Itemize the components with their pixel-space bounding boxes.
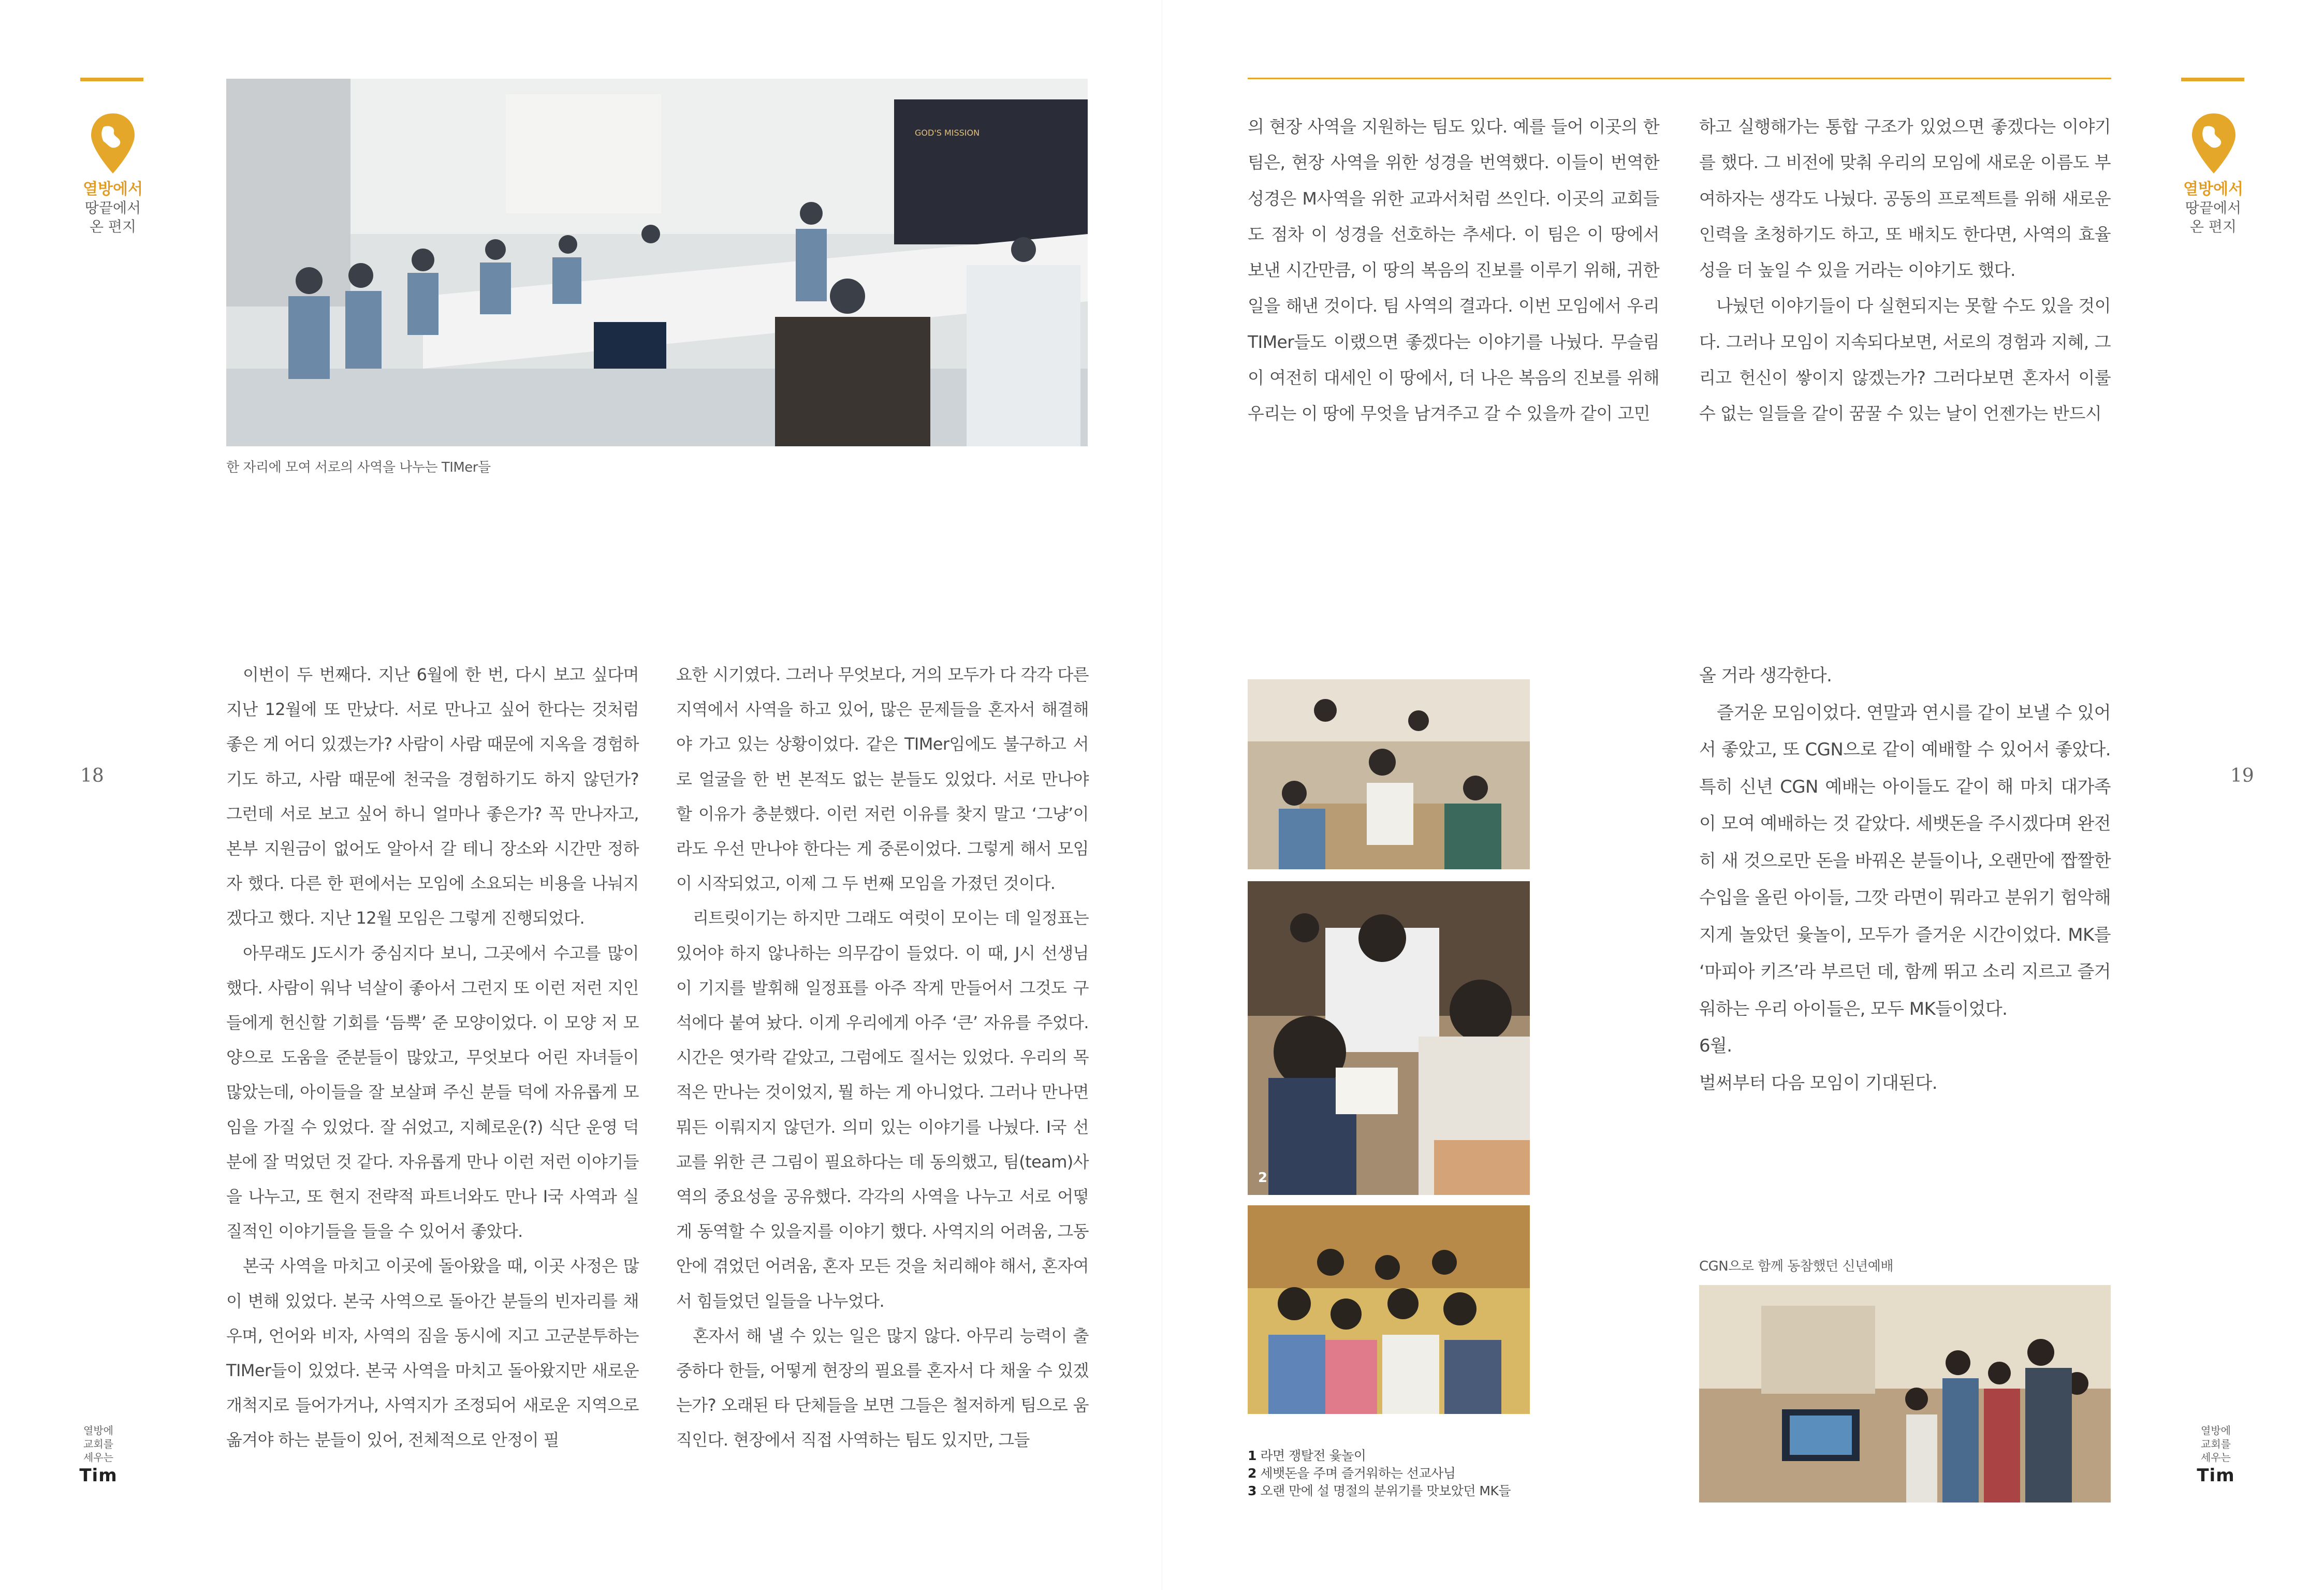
section-rule xyxy=(2181,78,2244,81)
tim-logo: Tim xyxy=(79,1465,118,1486)
paragraph: 의 현장 사역을 지원하는 팀도 있다. 예를 들어 이곳의 한 팀은, 현장 사역을 위한 성경을 번역했다. 이들이 번역한 성경은 M사역을 위한 교과서처럼 쓰인다. 이곳의 교회들도 점차 이 성경을 선호하는 추세다. 이 팀은 이 땅에서 보낸 시간만큼, 이 땅의 복음의 진보를 이루기 위해, 귀한 일을 해낸 것이다. 팀 사역의 결과다. 이번 모임에서 우리 TIMer들도 이랬으면 좋겠다는 이야기를 나눴다. 무슬림이 여전히 대세인 이 땅에서, 더 나은 복음의 진보를 위해 우리는 이 땅에 무엇을 남겨주고 갈 수 있을까 같이 고민 xyxy=(1248,116,1659,424)
page-number: 18 xyxy=(80,765,104,786)
footer-brand xyxy=(2185,1424,2247,1485)
location-pin-icon xyxy=(2189,111,2239,176)
section-label xyxy=(2172,180,2255,236)
section-subtitle-1: 땅끝에서 xyxy=(2185,199,2242,216)
photo-captions xyxy=(1248,1447,1511,1500)
paragraph: 이번이 두 번째다. 지난 6월에 한 번, 다시 보고 싶다며 지난 12월에 또 만났다. 서로 만나고 싶어 한다는 것처럼 좋은 게 어디 있겠는가? 사람이 사람 때문에 지옥을 경험하기도 하고, 사람 때문에 천국을 경험하기도 하지 않던가? 그런데 서로 보고 싶어 하니 얼마나 좋은가? 꼭 만나자고, 본부 지원금이 없어도 알아서 갈 테니 장소와 시간만 정하자 했다. 다른 한 편에서는 모임에 소요되는 비용을 나눠지겠다고 했다. 지난 12월 모임은 그렇게 진행되었다. xyxy=(226,665,639,928)
paragraph: 벌써부터 다음 모임이 기대된다. xyxy=(1699,1072,1938,1093)
paragraph: 혼자서 해 낼 수 있는 일은 많지 않다. 아무리 능력이 출중하다 한들, 어떻게 현장의 필요를 혼자서 다 채울 수 있겠는가? 오래된 타 단체들을 보면 그들은 철저하게 팀으로 움직인다. 현장에서 직접 사역하는 팀도 있지만, 그들 xyxy=(676,1325,1089,1450)
top-photo-caption: 한 자리에 모여 서로의 사역을 나누는 TIMer들 xyxy=(226,460,491,475)
section-title: 열방에서 xyxy=(83,180,143,198)
header-rule xyxy=(1248,78,2111,79)
paragraph: 리트릿이기는 하지만 그래도 여럿이 모이는 데 일정표는 있어야 하지 않나하는 의무감이 들었다. 이 때, J시 선생님이 기지를 발휘해 일정표를 아주 작게 만들어서 그것도 구석에다 붙여 놨다. 이게 우리에게 아주 ‘큰’ 자유를 주었다. 시간은 엿가락 같았고, 그럼에도 질서는 있었다. 우리의 목적은 만나는 것이었지, 뭘 하는 게 아니었다. 그러나 만나면 뭐든 이뤄지지 않던가. 의미 있는 이야기를 나눴다. I국 선교를 위한 큰 그림이 필요하다는 데 동의했고, 팀(team)사역의 중요성을 공유했다. 각각의 사역을 나누고 서로 어떻게 동역할 수 있을지를 이야기 했다. 사역지의 어려움, 그동안에 겪었던 어려움, 혼자 모든 것을 처리해야 해서, 혼자여서 힘들었던 일들을 나누었다. xyxy=(676,908,1089,1311)
section-label xyxy=(71,180,154,236)
footer-line-3: 세우는 xyxy=(2201,1451,2231,1464)
section-rule xyxy=(80,78,143,81)
footer-line-2: 교회를 xyxy=(2201,1438,2231,1450)
paragraph: 본국 사역을 마치고 이곳에 돌아왔을 때, 이곳 사정은 많이 변해 있었다. 본국 사역으로 돌아간 분들의 빈자리를 채우며, 언어와 비자, 사역의 짐을 동시에 지고 고군분투하는 TIMer들이 있었다. 본국 사역을 마치고 돌아왔지만 새로운 개척지로 들어가거나, 사역지가 조정되어 새로운 지역으로 옮겨야 하는 분들이 있어, 전체적으로 안정이 필 xyxy=(226,1256,639,1450)
page-number: 19 xyxy=(2230,765,2254,786)
paragraph: 요한 시기였다. 그러나 무엇보다, 거의 모두가 다 각각 다른 지역에서 사역을 하고 있어, 많은 문제들을 혼자서 해결해야 가고 있는 상황이었다. 같은 TIMer임에도 불구하고 서로 얼굴을 한 번 본적도 없는 분들도 있었다. 서로 만나야 할 이유가 충분했다. 이런 저런 이유를 찾지 말고 ‘그냥’이라도 우선 만나야 한다는 게 중론이었다. 그렇게 해서 모임이 시작되었고, 이제 그 두 번째 모임을 가졌던 것이다. xyxy=(676,665,1089,894)
new-year-money-photo xyxy=(1248,881,1530,1195)
body-column-1 xyxy=(226,658,639,1458)
cgn-worship-photo xyxy=(1699,1285,2111,1503)
photo-number-tag: 2 xyxy=(1258,1170,1268,1186)
paragraph: 올 거라 생각한다. xyxy=(1699,665,1832,686)
paragraph: 즐거운 모임이었다. 연말과 연시를 같이 보낼 수 있어서 좋았고, 또 CGN으로 같이 예배할 수 있어서 좋았다. 특히 신년 CGN 예배는 아이들도 같이 해 마치 대가족이 모여 예배하는 것 같았다. 세뱃돈을 주시겠다며 완전히 새 것으로만 돈을 바꿔온 분들이나, 오랜만에 짭짤한 수입을 올린 아이들, 그깟 라면이 뭐라고 분위기 험악해지게 놀았던 윷놀이, 모두가 즐거운 시간이었다. MK를 ‘마피아 키즈’라 부르던 데, 함께 뛰고 소리 지르고 즐거워하는 우리 아이들은, 모두 MK들이었다. xyxy=(1699,702,2111,1019)
paragraph: 아무래도 J도시가 중심지다 보니, 그곳에서 수고를 많이 했다. 사람이 워낙 넉살이 좋아서 그런지 또 이런 저런 지인들에게 헌신할 기회를 ‘듬뿍’ 준 모양이었다. 이 모양 저 모양으로 도움을 준분들이 많았고, 무엇보다 어린 자녀들이 많았는데, 아이들을 잘 보살펴 주신 분들 덕에 자유롭게 모임을 가질 수 있었다. 잘 쉬었고, 지혜로운(?) 식단 운영 덕분에 잘 먹었던 것 같다. 자유롭게 만나 이런 저런 이야기들을 나누고, 또 현지 전략적 파트너와도 만나 I국 사역과 실질적인 이야기들을 들을 수 있어서 좋았다. xyxy=(226,943,639,1242)
tim-logo: Tim xyxy=(2197,1465,2235,1486)
body-column-2 xyxy=(676,658,1089,1458)
body-column-5 xyxy=(1699,658,2111,1102)
yut-game-photo xyxy=(1248,679,1530,869)
paragraph: 6월. xyxy=(1699,1035,1732,1056)
screen-title: GOD'S MISSION xyxy=(915,128,980,138)
footer-line-1: 열방에 xyxy=(83,1424,113,1437)
paragraph: 나눴던 이야기들이 다 실현되지는 못할 수도 있을 것이다. 그러나 모임이 지속되다보면, 서로의 경험과 지혜, 그리고 헌신이 쌓이지 않겠는가? 그러다보면 혼자서 이룰 수 없는 일들을 같이 꿈꿀 수 있는 날이 언젠가는 반드시 xyxy=(1699,296,2111,424)
caption-item: 3 오랜 만에 설 명절의 분위기를 맛보았던 MK들 xyxy=(1248,1483,1511,1498)
caption-item: 2 세뱃돈을 주며 즐거워하는 선교사님 xyxy=(1248,1466,1456,1481)
mk-kids-photo xyxy=(1248,1205,1530,1414)
caption-item: 1 라면 쟁탈전 윷놀이 xyxy=(1248,1448,1366,1463)
right-page xyxy=(1162,0,2324,1590)
location-pin-icon xyxy=(88,111,138,176)
body-column-3 xyxy=(1248,109,1659,432)
section-subtitle-2: 온 편지 xyxy=(2189,218,2237,235)
footer-brand xyxy=(67,1424,129,1485)
paragraph: 하고 실행해가는 통합 구조가 있었으면 좋겠다는 이야기를 했다. 그 비전에 맞춰 우리의 모임에 새로운 이름도 부여하자는 생각도 나눴다. 공동의 프로젝트를 위해 새로운 인력을 초청하기도 하고, 또 배치도 한다면, 사역의 효율성을 더 높일 수 있을 거라는 이야기도 했다. xyxy=(1699,116,2111,281)
meeting-photo xyxy=(226,79,1088,446)
section-title: 열방에서 xyxy=(2183,180,2243,198)
body-column-4 xyxy=(1699,109,2111,432)
worship-photo-caption: CGN으로 함께 동참했던 신년예배 xyxy=(1699,1259,1893,1274)
footer-line-1: 열방에 xyxy=(2201,1424,2231,1437)
section-subtitle-1: 땅끝에서 xyxy=(84,199,141,216)
footer-line-2: 교회를 xyxy=(83,1438,113,1450)
footer-line-3: 세우는 xyxy=(83,1451,113,1464)
section-subtitle-2: 온 편지 xyxy=(89,218,137,235)
